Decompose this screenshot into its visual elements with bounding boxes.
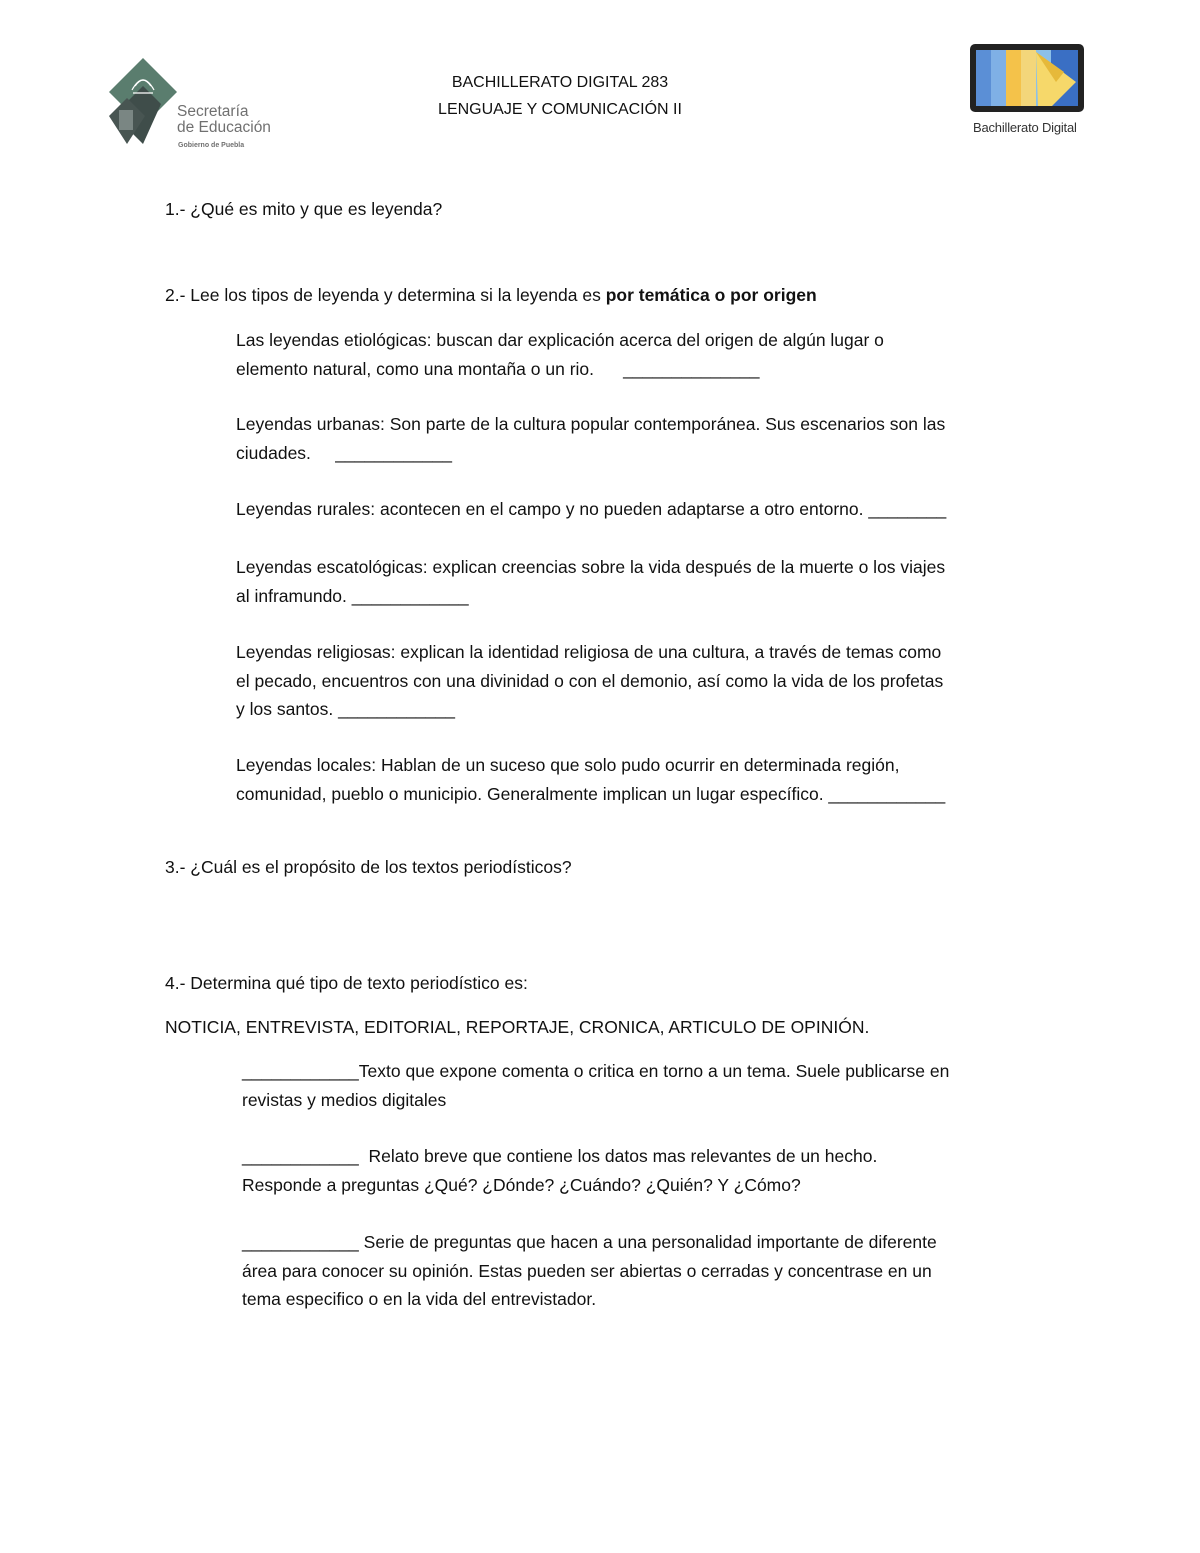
bd-caption: Bachillerato Digital bbox=[973, 120, 1077, 135]
question-4: 4.- Determina qué tipo de texto periodístico es: bbox=[165, 973, 528, 993]
news-type-item: ____________ Serie de preguntas que hacen a una personalidad importante de diferente área para conocer su opinión. Estas pueden ser abiertas o cerradas y concentrase en un tema especifico o en la vida del entrevistador. bbox=[242, 1232, 937, 1309]
sep-logo bbox=[105, 56, 275, 156]
sep-name: Secretaría de Educación bbox=[177, 103, 271, 136]
sep-emblem-icon bbox=[105, 56, 180, 156]
legend-item: Leyendas locales: Hablan de un suceso que solo pudo ocurrir en determinada región, comunidad, pueblo o municipio. Generalmente implican un lugar específico. ____________ bbox=[236, 755, 946, 804]
header-line2: LENGUAJE Y COMUNICACIÓN II bbox=[438, 101, 682, 118]
news-type-item: ____________ Relato breve que contiene los datos mas relevantes de un hecho. Responde a preguntas ¿Qué? ¿Dónde? ¿Cuándo? ¿Quién? Y ¿Cómo? bbox=[242, 1146, 878, 1195]
legend-item: Las leyendas etiológicas: buscan dar explicación acerca del origen de algún lugar o elemento natural, como una montaña o un rio. ______________ bbox=[236, 330, 884, 379]
legend-item: Leyendas escatológicas: explican creencias sobre la vida después de la muerte o los viajes al inframundo. ____________ bbox=[236, 557, 946, 606]
tv-icon bbox=[968, 42, 1088, 118]
header-line1: BACHILLERATO DIGITAL 283 bbox=[451, 74, 669, 91]
sep-subtitle: Gobierno de Puebla bbox=[178, 142, 245, 149]
question-1: 1.- ¿Qué es mito y que es leyenda? bbox=[165, 199, 443, 219]
bachillerato-digital-logo bbox=[968, 42, 1093, 142]
legend-item: Leyendas religiosas: explican la identidad religiosa de una cultura, a través de temas como el pecado, encuentros con una divinidad o con el demonio, así como la vida de los profetas y los santos. ____________ bbox=[236, 642, 944, 719]
question-4-options: NOTICIA, ENTREVISTA, EDITORIAL, REPORTAJE, CRONICA, ARTICULO DE OPINIÓN. bbox=[165, 1017, 870, 1037]
news-type-item: ____________Texto que expone comenta o critica en torno a un tema. Suele publicarse en revistas y medios digitales bbox=[242, 1061, 950, 1110]
question-2-bold: por temática o por origen bbox=[605, 285, 817, 305]
question-3: 3.- ¿Cuál es el propósito de los textos periodísticos? bbox=[165, 857, 572, 877]
legend-item: Leyendas rurales: acontecen en el campo y no pueden adaptarse a otro entorno. ________ bbox=[236, 499, 947, 519]
question-2-prefix: 2.- Lee los tipos de leyenda y determina si la leyenda es bbox=[165, 285, 606, 305]
question-2 bbox=[165, 281, 817, 309]
legend-item: Leyendas urbanas: Son parte de la cultura popular contemporánea. Sus escenarios son las ciudades. ____________ bbox=[236, 414, 946, 463]
